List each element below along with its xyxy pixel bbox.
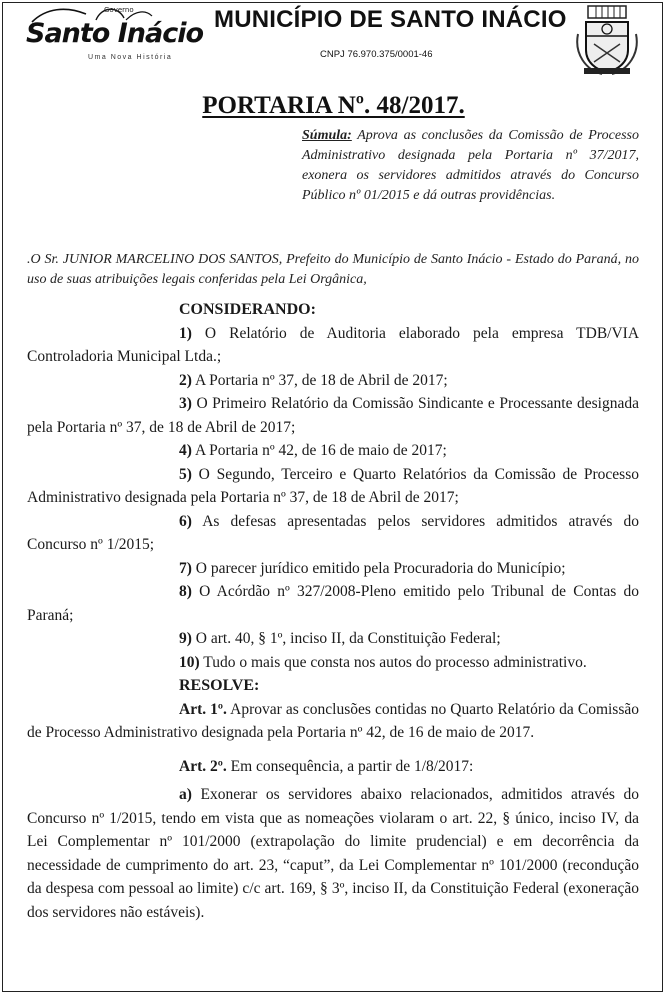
sumula-paragraph [302,126,639,206]
santo-inacio-logo [26,4,206,66]
considerando-item [27,463,639,510]
sumula-text: Aprova as conclusões da Comissão de Processo Administrativo designada pela Portaria nº 37/2017, exonera os servidores admitidos através do Concurso Público nº 01/2015 e dá outras providências. [302,128,639,203]
sumula-label: Súmula: [302,128,352,143]
considerando-item [27,369,639,393]
item-text: O Segundo, Terceiro e Quarto Relatórios da Comissão de Processo Administrativo designada pela Portaria nº 37, de 18 de Abril de 2017; [27,465,639,506]
considerando-item [27,580,639,627]
considerando-heading: CONSIDERANDO: [179,301,316,318]
cnpj-number: CNPJ 76.970.375/0001-46 [320,49,433,60]
item-number: 1) [179,324,192,342]
considerando-item [27,510,639,557]
article-2-item-a [27,783,639,924]
logo-tagline: Uma Nova História [88,54,173,61]
item-text: Tudo o mais que consta nos autos do processo administrativo. [203,653,587,671]
article-1-text: Aprovar as conclusões contidas no Quarto Relatório da Comissão de Processo Administrativo designada pela Portaria nº 42, de 16 de maio de 2017. [27,700,639,741]
item-text: A Portaria nº 42, de 16 de maio de 2017; [194,442,447,459]
item-number: 4) [179,442,192,459]
considerando-item [27,557,639,581]
logo-brand-text: Santo Inácio [26,18,204,49]
considerando-item [27,439,639,463]
item-number: 3) [179,395,192,412]
item-number: 9) [179,630,192,647]
document-body [27,298,639,924]
item-number: 8) [179,583,192,600]
considerando-item [27,392,639,439]
item-a-text: Exonerar os servidores abaixo relacionados, admitidos através do Concurso nº 1/2015, tendo em vista que as nomeações violaram o art. 22, § único, inciso IV, da Lei Complementar nº 101/2000 (extrapolação do limite prudencial) e em decorrência da necessidade de cumprimento do art. 23, “caput”, da Lei Complementar nº 101/2000 (recondução da despesa com pessoal ao limite) c/c art. 169, § 3º, inciso II, da Constituição Federal (exoneração dos servidores não estáveis). [27,786,639,921]
article-2-label: Art. 2º. [179,757,227,775]
item-number: 7) [179,559,192,577]
item-number: 5) [179,465,192,483]
coat-of-arms-icon [576,4,638,76]
item-text: O art. 40, § 1º, inciso II, da Constituição Federal; [195,630,501,647]
item-number: 2) [179,371,192,389]
article-2 [27,755,639,779]
considerando-item [27,651,639,675]
article-1 [27,698,639,745]
item-number: 6) [179,512,192,530]
municipality-title: MUNICÍPIO DE SANTO INÁCIO [214,6,567,33]
intro-paragraph: .O Sr. JUNIOR MARCELINO DOS SANTOS, Prefeito do Município de Santo Inácio - Estado do Paraná, no uso de suas atribuições legais conferidas pela Lei Orgânica, [27,252,639,287]
item-text: O Acórdão nº 327/2008-Pleno emitido pelo Tribunal de Contas do Paraná; [27,583,639,624]
resolve-heading: RESOLVE: [179,677,260,694]
portaria-title-text: PORTARIA Nº. 48/2017. [202,92,465,119]
item-a-label: a) [179,786,192,803]
item-number: 10) [179,653,200,671]
item-text: A Portaria nº 37, de 18 de Abril de 2017; [194,371,448,389]
considerando-item [27,627,639,651]
item-text: As defesas apresentadas pelos servidores admitidos através do Concurso nº 1/2015; [27,512,639,553]
considerando-item [27,322,639,369]
article-1-label: Art. 1º. [179,700,227,718]
item-text: O Primeiro Relatório da Comissão Sindicante e Processante designada pela Portaria nº 37, de 18 de Abril de 2017; [27,395,639,436]
item-text: O parecer jurídico emitido pela Procuradoria do Município; [195,559,566,577]
article-2-text: Em consequência, a partir de 1/8/2017: [230,757,474,775]
item-text: O Relatório de Auditoria elaborado pela empresa TDB/VIA Controladoria Municipal Ltda.; [27,324,640,365]
portaria-title [0,92,667,120]
logo-small-text: Governo [104,6,134,14]
